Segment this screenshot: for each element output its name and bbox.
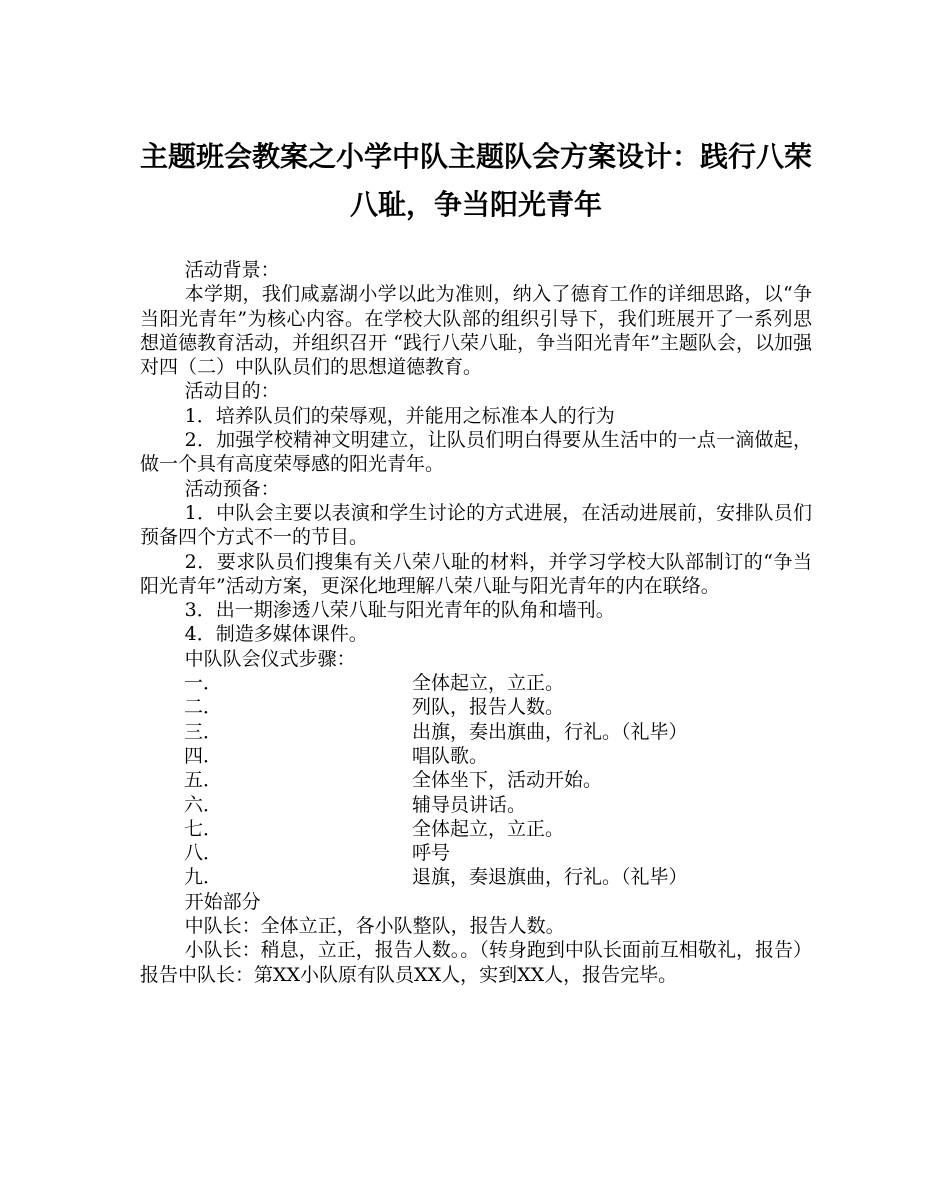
step-number: 五．: [184, 769, 223, 792]
step-text: 唱队歌。: [412, 744, 489, 767]
prep-item: 4．制造多媒体课件。: [184, 623, 368, 646]
step-text: 呼号: [412, 842, 451, 865]
ceremony-step: [140, 865, 812, 889]
step-text: 全体坐下，活动开始。: [412, 769, 603, 792]
ceremony-step: [140, 841, 812, 865]
prep-item: 3．出一期渗透八荣八耻与阳光青年的队角和墙刊。: [184, 599, 615, 622]
step-text: 全体起立，立正。: [412, 672, 565, 695]
purpose-heading: 活动目的：: [184, 380, 280, 403]
ceremony-step: [140, 817, 812, 841]
prep-item: 1．中队会主要以表演和学生讨论的方式进展，在活动进展前，安排队员们预备四个方式不一的节目。: [140, 501, 812, 549]
step-text: 退旗，奏退旗曲，行礼。（礼毕）: [412, 866, 688, 889]
ceremony-steps: [140, 671, 812, 890]
purpose-item: 2．加强学校精神文明建立，让队员们明白得要从生活中的一点一滴做起，做一个具有高度荣辱感的阳光青年。: [140, 429, 812, 476]
document-body: [140, 258, 812, 987]
step-number: 二．: [184, 696, 223, 719]
prep-item: 2．要求队员们搜集有关八荣八耻的材料，并学习学校大队部制订的“争当阳光青年”活动方案，更深化地理解八荣八耻与阳光青年的内在联络。: [140, 550, 812, 597]
step-number: 三．: [184, 720, 223, 743]
step-text: 辅导员讲话。: [412, 793, 527, 816]
step-number: 四．: [184, 744, 223, 767]
purpose-item: 1．培养队员们的荣辱观，并能用之标准本人的行为: [184, 404, 615, 427]
start-item: 小队长：稍息，立正，报告人数。。（转身跑到中队长面前互相敬礼，报告）报告中队长：第XX小队原有队员XX人，实到XX人，报告完毕。: [140, 939, 812, 986]
ceremony-step: [140, 720, 812, 744]
step-number: 八．: [184, 842, 223, 865]
step-text: 出旗，奏出旗曲，行礼。（礼毕）: [412, 720, 688, 743]
document-title: 主题班会教案之小学中队主题队会方案设计：践行八荣八耻，争当阳光青年: [140, 140, 813, 221]
step-number: 九．: [184, 866, 223, 889]
prep-heading: 活动预备：: [184, 477, 280, 500]
background-heading: 活动背景：: [184, 259, 280, 281]
start-heading: 开始部分: [184, 890, 261, 913]
background-paragraph: 本学期，我们咸嘉湖小学以此为准则，纳入了德育工作的详细思路，以“争当阳光青年”为核心内容。在学校大队部的组织引导下，我们班展开了一系列思想道德教育活动，并组织召开 “践行八荣八耻，争当阳光青年”主题队会，以加强对四（二）中队队员们的思想道德教育。: [140, 283, 812, 379]
ceremony-step: [140, 695, 812, 719]
step-text: 列队，报告人数。: [412, 696, 565, 719]
start-item: 中队长：全体立正，各小队整队，报告人数。: [184, 915, 565, 938]
ceremony-step: [140, 671, 812, 695]
ceremony-step: [140, 793, 812, 817]
ceremony-heading: 中队队会仪式步骤：: [184, 647, 356, 670]
ceremony-step: [140, 744, 812, 768]
ceremony-step: [140, 768, 812, 792]
step-number: 七．: [184, 817, 223, 840]
step-number: 六．: [184, 793, 223, 816]
step-number: 一．: [184, 672, 223, 695]
step-text: 全体起立，立正。: [412, 817, 565, 840]
